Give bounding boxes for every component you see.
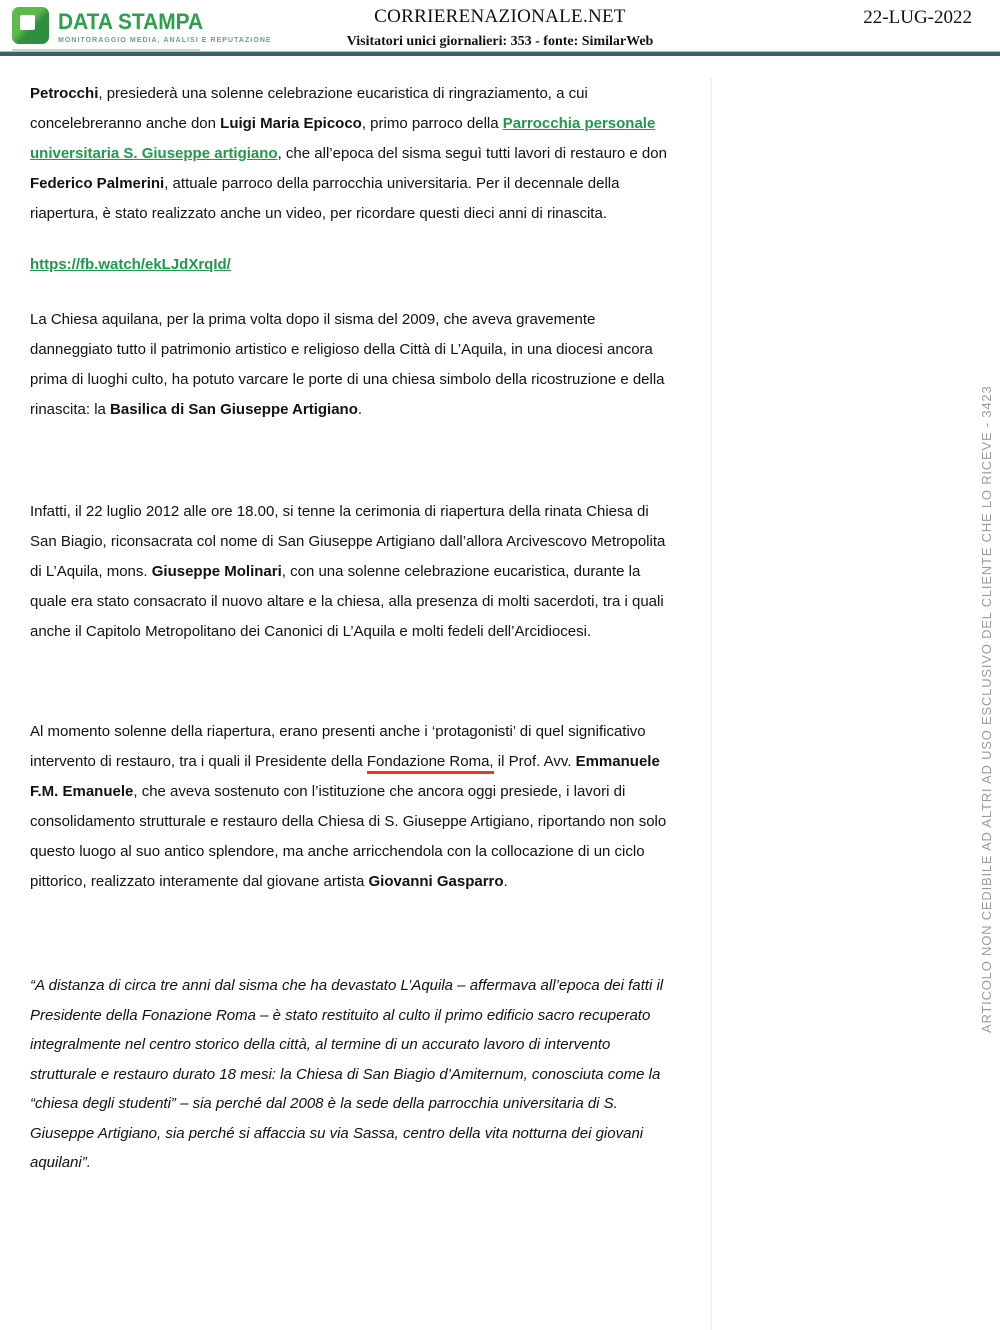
body-text: , che all’epoca del sisma seguì tutti lavori di restauro e don xyxy=(277,145,667,162)
person-name-emanuele: Emmanuele F.M. Emanuele xyxy=(30,753,660,800)
clipping-date: 22-LUG-2022 xyxy=(863,7,972,28)
paragraph-5-quote: “A distanza di circa tre anni dal sisma che ha devastato L’Aquila – affermava all’epoca dei fatti il Presidente della Fonazione Roma – è stato restituito al culto il primo edificio sacro recuperato integralmente nel centro storico della città, al termine di un accurato lavoro di intervento strutturale e restauro durato 18 mesi: la Chiesa di San Biagio d’Amiternum, conosciuta come la “chiesa degli studenti” – sia perché dal 2008 è la sede della parrocchia universitaria di S. Giuseppe Artigiano, sia perché si affaccia su via Sassa, centro della vita notturna dei giovani aquilani”. xyxy=(30,977,664,1171)
video-link-paragraph xyxy=(30,229,678,280)
parrocchia-link[interactable]: Parrocchia personale universitaria S. Giuseppe artigiano xyxy=(30,115,656,162)
clipping-header xyxy=(0,0,1000,51)
body-text: Al momento solenne della riapertura, erano presenti anche i ‘protagonisti’ di quel significativo intervento di restauro, tra i quali il Presidente della xyxy=(30,723,646,770)
body-text: La Chiesa aquilana, per la prima volta dopo il sisma del 2009, che aveva gravemente danneggiato tutto il patrimonio artistico e religioso della Città di L’Aquila, in una diocesi ancora prima di luoghi culto, ha potuto varcare le porte di una chiesa simbolo della ricostruzione e della rinascita: la xyxy=(30,311,665,418)
column-divider-line xyxy=(710,78,712,1330)
body-text: , presiederà una solenne celebrazione eucaristica di ringraziamento, a cui concelebreranno anche don xyxy=(30,85,588,132)
body-text: . xyxy=(503,873,508,890)
source-header xyxy=(0,6,1000,50)
body-text: , attuale parroco della parrocchia universitaria. Per il decennale della riapertura, è stato realizzato anche un video, per ricordare questi dieci anni di rinascita. xyxy=(30,175,620,222)
body-text: . xyxy=(357,401,363,418)
body-text: , primo parroco della xyxy=(361,115,503,132)
paragraph-4 xyxy=(30,647,678,897)
body-text: , che aveva sostenuto con l’istituzione che ancora oggi presiede, i lavori di consolidamento strutturale e restauro della Chiesa di S. Giuseppe Artigiano, riportando non solo questo luogo al suo antico splendore, ma anche arricchendola con la collocazione di un ciclo pittorico, realizzato interamente dal giovane artista xyxy=(30,783,667,890)
person-name-gasparro: Giovanni Gasparro xyxy=(368,873,504,890)
visitors-stat: Visitatori unici giornalieri: 353 - fonte: SimilarWeb xyxy=(346,34,654,49)
paragraph-2 xyxy=(30,280,678,425)
person-name-molinari: Giuseppe Molinari xyxy=(151,563,282,580)
basilica-name: Basilica di San Giuseppe Artigiano xyxy=(110,401,358,418)
person-name-epicoco: Luigi Maria Epicoco xyxy=(220,115,362,132)
paragraph-3 xyxy=(30,425,678,647)
logo-tagline: MONITORAGGIO MEDIA, ANALISI E REPUTAZIONE xyxy=(58,37,272,44)
copyright-side-note: ARTICOLO NON CEDIBILE AD ALTRI AD USO ESCLUSIVO DEL CLIENTE CHE LO RICEVE - 3423 xyxy=(979,385,994,1033)
paragraph-1 xyxy=(30,56,678,229)
article-body xyxy=(30,56,678,1178)
fondazione-roma-highlight: Fondazione Roma, xyxy=(367,753,494,774)
person-name-palmerini: Federico Palmerini xyxy=(30,175,165,192)
fb-watch-link[interactable]: https://fb.watch/ekLJdXrqId/ xyxy=(30,256,231,273)
body-text: , con una solenne celebrazione eucaristica, durante la quale era stato consacrato il nuovo altare e la chiesa, alla presenza di molti sacerdoti, tra i quali anche il Capitolo Metropolitano dei Canonici di L’Aquila e molti fedeli dell’Arcidiocesi. xyxy=(30,563,664,640)
source-title: CORRIERENAZIONALE.NET xyxy=(374,6,626,27)
logo-brand-text: DATA STAMPA xyxy=(58,9,204,34)
body-text: Infatti, il 22 luglio 2012 alle ore 18.00, si tenne la cerimonia di riapertura della rinata Chiesa di San Biagio, riconsacrata col nome di San Giuseppe Artigiano dall’allora Arcivescovo Metropolita di L’Aquila, mons. xyxy=(30,503,666,580)
body-text: il Prof. Avv. xyxy=(493,753,576,770)
person-name-petrocchi: Petrocchi xyxy=(30,85,99,102)
